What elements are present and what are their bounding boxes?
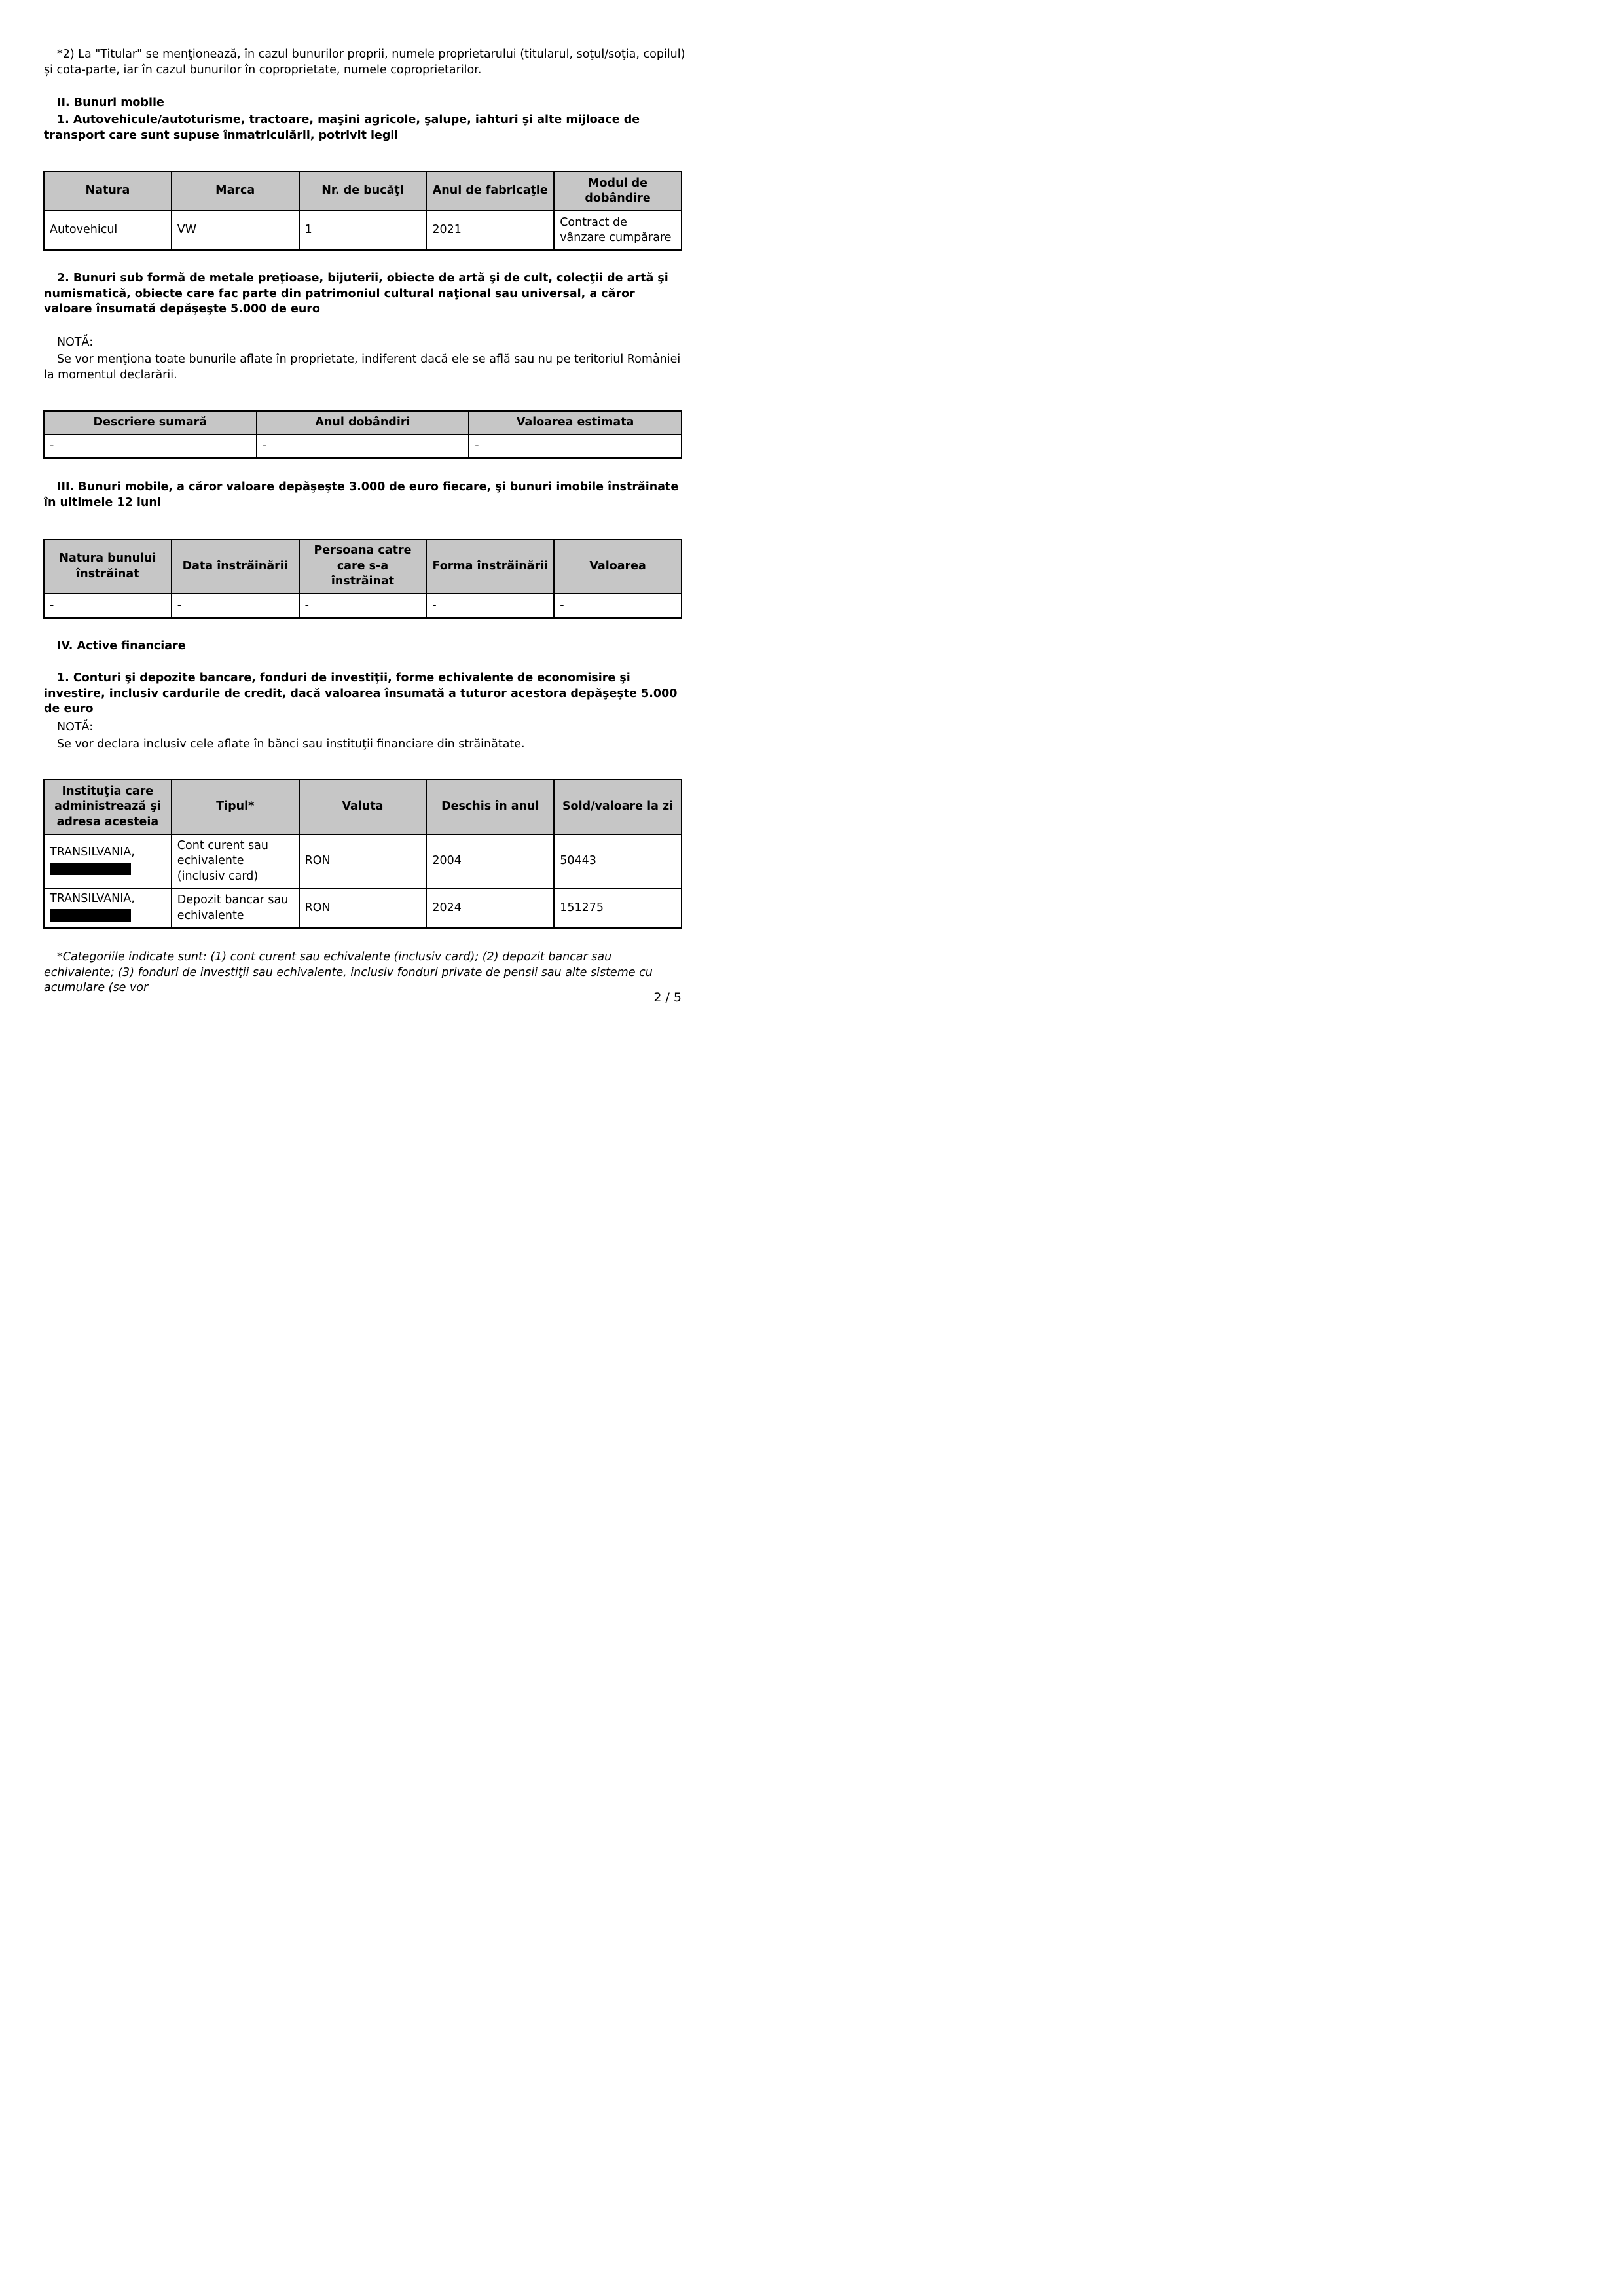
table-cell: - bbox=[299, 594, 427, 618]
subsection-heading-conturi: 1. Conturi şi depozite bancare, fonduri de investiţii, forme echivalente de economisire şi investire, inclusiv cardurile de credit, dacă valoarea însumată a tuturor acestora depăşeşte 5.000 de euro bbox=[44, 672, 678, 715]
table-row bbox=[44, 594, 682, 618]
table-header-row bbox=[44, 171, 682, 211]
table-header-row bbox=[44, 411, 682, 435]
bank-accounts-table bbox=[43, 779, 682, 929]
table-cell: 50443 bbox=[554, 834, 682, 888]
subsection-heading-autovehicule: 1. Autovehicule/autoturisme, tractoare, maşini agricole, şalupe, iahturi şi alte mijloace de transport care sunt supuse înmatriculării, potrivit legii bbox=[44, 113, 640, 142]
table-cell: 2004 bbox=[426, 834, 554, 888]
redacted-address bbox=[50, 863, 131, 875]
vehicles-table bbox=[43, 171, 682, 251]
column-header: Anul de fabricaţie bbox=[426, 171, 554, 211]
table-cell: Contract de vânzare cumpărare bbox=[554, 211, 682, 250]
column-header: Persoana catre care s-a înstrăinat bbox=[299, 539, 427, 594]
column-header: Nr. de bucăţi bbox=[299, 171, 427, 211]
subsection-heading-bunuri-pretioase: 2. Bunuri sub formă de metale preţioase, bijuterii, obiecte de artă şi de cult, colecţii de artă şi numismatică, obiecte care fac parte din patrimoniul cultural naţional sau universal, a căror valoare însumată depăşeşte 5.000 de euro bbox=[44, 272, 668, 315]
table-cell: - bbox=[257, 435, 469, 458]
column-header: Modul de dobândire bbox=[554, 171, 682, 211]
nota-text: Se vor menţiona toate bunurile aflate în proprietate, indiferent dacă ele se află sau nu pe teritoriul României la momentul declarării. bbox=[44, 353, 681, 382]
table-cell: Depozit bancar sau echivalente bbox=[172, 888, 299, 928]
table-cell: 151275 bbox=[554, 888, 682, 928]
column-header: Deschis în anul bbox=[426, 780, 554, 834]
column-header: Natura bunului înstrăinat bbox=[44, 539, 172, 594]
column-header: Valoarea bbox=[554, 539, 682, 594]
table-cell: - bbox=[554, 594, 682, 618]
table-cell: 2024 bbox=[426, 888, 554, 928]
table-cell: - bbox=[44, 435, 257, 458]
institution-name: TRANSILVANIA, bbox=[50, 846, 135, 859]
table-cell: - bbox=[426, 594, 554, 618]
titular-note: *2) La "Titular" se menţionează, în cazul bunurilor proprii, numele proprietarului (titularul, soţul/soţia, copilul) și cota-parte, iar în cazul bunurilor în coproprietate, numele coproprietarilor. bbox=[44, 48, 685, 77]
column-header: Instituţia care administrează şi adresa acesteia bbox=[44, 780, 172, 834]
redacted-address bbox=[50, 909, 131, 922]
table-row bbox=[44, 834, 682, 888]
column-header: Natura bbox=[44, 171, 172, 211]
section-heading-bunuri-mobile: II. Bunuri mobile bbox=[57, 96, 164, 109]
table-cell: 1 bbox=[299, 211, 427, 250]
table-row bbox=[44, 435, 682, 458]
column-header: Descriere sumară bbox=[44, 411, 257, 435]
table-cell: - bbox=[469, 435, 682, 458]
column-header: Anul dobândiri bbox=[257, 411, 469, 435]
section-heading-instrainate: III. Bunuri mobile, a căror valoare depăşeşte 3.000 de euro fiecare, şi bunuri imobile înstrăinate în ultimele 12 luni bbox=[44, 480, 679, 509]
alienated-assets-table bbox=[43, 539, 682, 619]
institution-cell bbox=[44, 888, 172, 928]
nota-text: Se vor declara inclusiv cele aflate în bănci sau instituţii financiare din străinătate. bbox=[57, 738, 525, 751]
column-header: Marca bbox=[172, 171, 299, 211]
column-header: Valoarea estimata bbox=[469, 411, 682, 435]
table-row bbox=[44, 888, 682, 928]
nota-label: NOTĂ: bbox=[57, 721, 94, 734]
institution-cell bbox=[44, 834, 172, 888]
table-row bbox=[44, 211, 682, 250]
valuables-table bbox=[43, 410, 682, 459]
table-cell: RON bbox=[299, 834, 427, 888]
column-header: Sold/valoare la zi bbox=[554, 780, 682, 834]
table-cell: - bbox=[44, 594, 172, 618]
table-header-row bbox=[44, 780, 682, 834]
column-header: Tipul* bbox=[172, 780, 299, 834]
page-number: 2 / 5 bbox=[653, 990, 682, 1005]
table-cell: 2021 bbox=[426, 211, 554, 250]
nota-label: NOTĂ: bbox=[57, 336, 94, 349]
table-cell: Autovehicul bbox=[44, 211, 172, 250]
table-header-row bbox=[44, 539, 682, 594]
column-header: Data înstrăinării bbox=[172, 539, 299, 594]
column-header: Valuta bbox=[299, 780, 427, 834]
column-header: Forma înstrăinării bbox=[426, 539, 554, 594]
categories-footnote: *Categoriile indicate sunt: (1) cont curent sau echivalente (inclusiv card); (2) depozit bancar sau echivalente; (3) fonduri de investiţii sau echivalente, inclusiv fonduri private de pensii sau alte sisteme cu acumulare (se vor bbox=[44, 950, 653, 994]
table-cell: Cont curent sau echivalente (inclusiv card) bbox=[172, 834, 299, 888]
section-heading-active-financiare: IV. Active financiare bbox=[57, 639, 186, 653]
document-page bbox=[0, 0, 721, 1019]
table-cell: RON bbox=[299, 888, 427, 928]
table-cell: - bbox=[172, 594, 299, 618]
table-cell: VW bbox=[172, 211, 299, 250]
institution-name: TRANSILVANIA, bbox=[50, 892, 135, 905]
